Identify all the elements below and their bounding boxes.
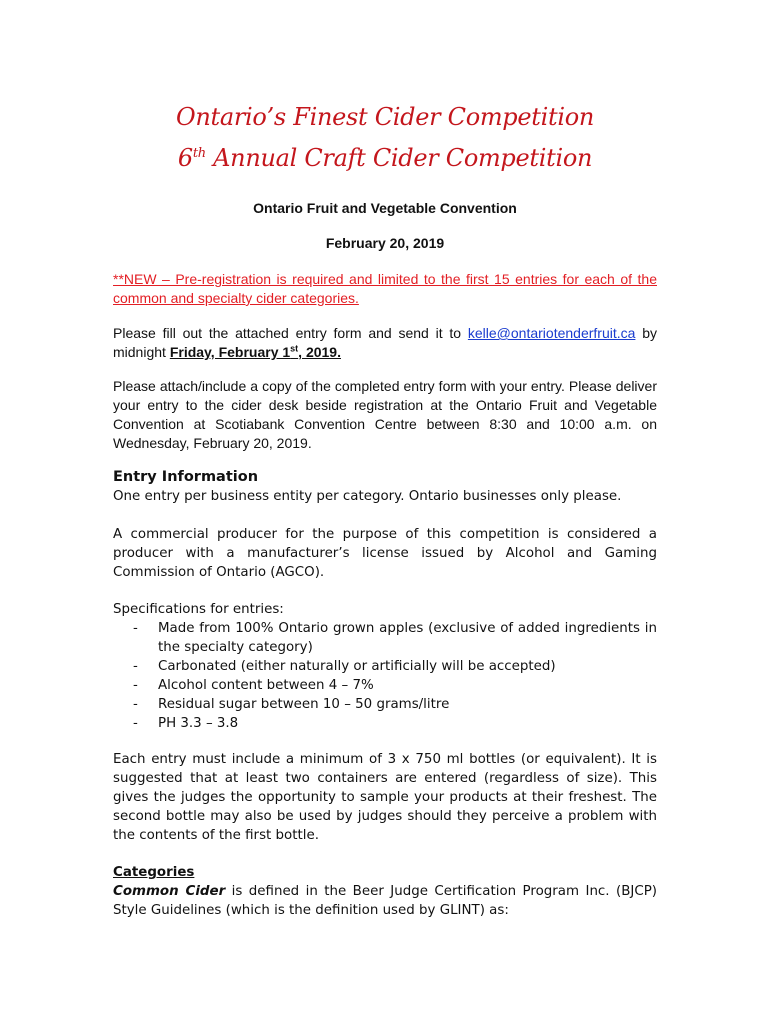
entry-information-section [113, 468, 657, 506]
common-cider-label: Common Cider [113, 884, 226, 899]
common-cider-definition [113, 882, 657, 920]
specifications-heading: Specifications for entries: [113, 602, 284, 617]
submission-text-mid: by midnight [113, 325, 657, 360]
delivery-instructions: Please attach/include a copy of the completed entry form with your entry. Please deliver your entry to the cider desk beside registration at the Ontario Fruit and Vegetable Convention at Scotiabank Convention Centre between 8:30 and 10:00 a.m. on Wednesday, February 20, 2019. [113, 378, 657, 451]
competition-subtitle [0, 143, 770, 173]
categories-section [113, 863, 657, 920]
spec-item: - Alcohol content between 4 – 7% [113, 676, 657, 695]
common-cider-text: is defined in the Beer Judge Certification Program Inc. (BJCP) Style Guidelines (which is the definition used by GLINT) as: [113, 884, 657, 918]
notice-text: **NEW – Pre-registration is required and limited to the first 15 entries for each of the common and specialty cider categories. [113, 271, 657, 306]
bottle-requirements: Each entry must include a minimum of 3 x 750 ml bottles (or equivalent). It is suggested that at least two containers are entered (regardless of size). This gives the judges the opportunity to sample your products at their freshest. The second bottle may also be used by judges should they perceive a problem with the contents of the first bottle. [113, 752, 657, 843]
subtitle-ordinal: th [192, 146, 206, 161]
convention-name: Ontario Fruit and Vegetable Convention [253, 200, 517, 216]
submission-instructions [113, 324, 657, 362]
spec-item: - PH 3.3 – 3.8 [113, 714, 657, 733]
competition-title: Ontario’s Finest Cider Competition [175, 103, 595, 131]
deadline-ordinal: st [290, 343, 299, 354]
spec-item: - Carbonated (either naturally or artificially will be accepted) [113, 657, 657, 676]
producer-definition: A commercial producer for the purpose of this competition is considered a producer with a manufacturer’s license issued by Alcohol and Gaming Commission of Ontario (AGCO). [113, 527, 657, 580]
entry-information-heading: Entry Information [113, 469, 259, 485]
deadline-end: , 2019. [298, 344, 341, 360]
subtitle-text: Annual Craft Cider Competition [205, 144, 593, 172]
submission-text-before: Please fill out the attached entry form and send it to [113, 325, 468, 341]
email-link[interactable]: kelle@ontariotenderfruit.ca [467, 325, 636, 341]
preregistration-notice [113, 270, 657, 308]
deadline [170, 344, 341, 360]
event-date: February 20, 2019 [325, 235, 445, 251]
spec-item: - Residual sugar between 10 – 50 grams/litre [113, 695, 657, 714]
specifications-section [113, 600, 657, 733]
spec-item: - Made from 100% Ontario grown apples (exclusive of added ingredients in the specialty category) [113, 619, 657, 657]
specifications-list [113, 619, 657, 733]
categories-heading: Categories [113, 865, 195, 880]
deadline-main: Friday, February 1 [169, 344, 291, 360]
entry-limit-line: One entry per business entity per category. Ontario businesses only please. [113, 489, 622, 504]
subtitle-number: 6 [177, 144, 193, 172]
